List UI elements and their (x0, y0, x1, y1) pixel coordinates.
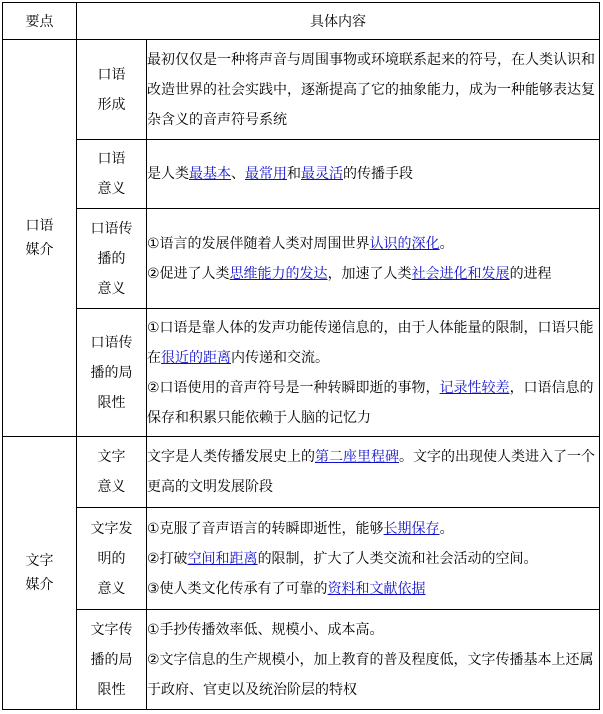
sub-heading-line: 限性 (97, 681, 126, 698)
content-cell (147, 437, 600, 508)
text-span: 的传播手段 (343, 166, 413, 182)
content-text (147, 313, 599, 373)
content-text (147, 229, 599, 259)
text-span: 。 (439, 235, 454, 252)
keyword-link[interactable]: 长期保存 (383, 520, 440, 537)
sub-heading-line: 文字发 (90, 520, 133, 537)
table-row (3, 437, 600, 508)
sub-heading-line: 意义 (97, 479, 126, 495)
keyword-link[interactable]: 记录性较差 (439, 379, 510, 396)
text-span: ①克服了音声语言的转瞬即逝性，能够 (147, 520, 384, 537)
text-span: ②打破 (147, 550, 188, 567)
text-span: ①口语是靠人体的发声功能传递信息的，由于人体能量的限制，口语只能在 (147, 319, 594, 366)
text-span: 文字是人类传播发展史上的 (147, 449, 315, 465)
text-span: ，加速了人类 (327, 265, 412, 282)
sub-heading (77, 140, 147, 209)
text-span: 是人类 (147, 166, 189, 182)
sub-heading-line: 意义 (97, 580, 126, 597)
keyword-link[interactable]: 最常用 (245, 166, 287, 182)
text-span: ③使人类文化传承有了可靠的 (147, 580, 328, 597)
content-text (147, 544, 599, 574)
sub-heading (77, 209, 147, 309)
table-row (3, 40, 600, 140)
sub-heading-line: 文字传 (90, 621, 133, 638)
category-oral-media (3, 40, 77, 437)
content-text (147, 574, 599, 604)
text-span: 。文字的出现使人类进入了一个更高的文明发展阶段 (147, 449, 595, 495)
sub-heading-line: 口语 (97, 151, 126, 167)
content-cell (147, 209, 600, 309)
table-row (3, 610, 600, 710)
keyword-link[interactable]: 社会进化和发展 (411, 265, 510, 282)
content-text (147, 259, 599, 289)
table-row (3, 508, 600, 610)
text-span: 的进程 (509, 265, 552, 282)
sub-heading-line: 意义 (97, 181, 126, 197)
text-span: ，口语信息的保存和积累只能依赖于人脑的记忆力 (147, 379, 594, 426)
keyword-link[interactable]: 最灵活 (301, 166, 343, 182)
content-text: ①手抄传播效率低、规模小、成本高。 (147, 621, 384, 638)
category-text-media (3, 437, 77, 710)
content-cell (147, 40, 600, 140)
sub-heading-line: 播的局 (90, 651, 133, 668)
header-content: 具体内容 (77, 3, 600, 40)
sub-heading (77, 40, 147, 140)
header-key-point: 要点 (3, 3, 77, 40)
text-span: 。 (439, 520, 454, 537)
content-text (147, 373, 599, 433)
keyword-link[interactable]: 空间和距离 (187, 550, 258, 567)
text-span: 的限制，扩大了人类交流和社会活动的空间。 (257, 550, 538, 567)
text-span: ②促进了人类 (147, 265, 230, 282)
table-row (3, 140, 600, 209)
text-span: 和 (287, 166, 301, 182)
category-label-line: 媒介 (25, 577, 54, 593)
sub-heading-line: 文字 (97, 449, 126, 465)
table-row (3, 309, 600, 437)
category-label-line: 媒介 (25, 242, 54, 258)
keyword-link[interactable]: 资料和文献依据 (327, 580, 426, 597)
keyword-link[interactable]: 思维能力的发达 (229, 265, 328, 282)
sub-heading-line: 意义 (97, 280, 126, 297)
content-text (147, 159, 599, 189)
sub-heading (77, 437, 147, 508)
content-cell (147, 140, 600, 209)
sub-heading-line: 播的 (97, 250, 126, 267)
sub-heading-line: 明的 (97, 550, 126, 567)
sub-heading-line: 限性 (97, 394, 126, 411)
text-span: 内传递和交流。 (231, 349, 329, 366)
text-span: 、 (231, 166, 245, 182)
sub-heading (77, 309, 147, 437)
content-text: 最初仅仅是一种将声音与周围事物或环境联系起来的符号，在人类认识和改造世界的社会实践中，逐渐提高了它的抽象能力，成为一种能够表达复杂含义的音声符号系统 (147, 51, 595, 128)
keyword-link[interactable]: 认识的深化 (369, 235, 440, 252)
keyword-link[interactable]: 第二座里程碑 (315, 449, 399, 465)
content-text (147, 442, 599, 502)
category-label-line: 口语 (25, 218, 54, 234)
text-span: ①语言的发展伴随着人类对周围世界 (147, 235, 370, 252)
content-cell (147, 508, 600, 610)
sub-heading-line: 口语 (97, 66, 126, 83)
content-cell (147, 309, 600, 437)
sub-heading-line: 播的局 (90, 364, 133, 381)
sub-heading (77, 610, 147, 710)
media-summary-table (2, 2, 600, 710)
sub-heading-line: 口语传 (90, 220, 133, 237)
sub-heading-line: 口语传 (90, 334, 133, 351)
category-label-line: 文字 (25, 553, 54, 569)
text-span: ②口语使用的音声符号是一种转瞬即逝的事物， (147, 379, 440, 396)
table-row (3, 209, 600, 309)
sub-heading (77, 508, 147, 610)
content-cell (147, 610, 600, 710)
content-text: ②文字信息的生产规模小，加上教育的普及程度低，文字传播基本上还属于政府、官吏以及统治阶层的特权 (147, 651, 594, 698)
keyword-link[interactable]: 最基本 (189, 166, 231, 182)
keyword-link[interactable]: 很近的距离 (161, 349, 231, 366)
content-text (147, 514, 599, 544)
sub-heading-line: 形成 (97, 96, 126, 113)
header-row (3, 3, 600, 40)
